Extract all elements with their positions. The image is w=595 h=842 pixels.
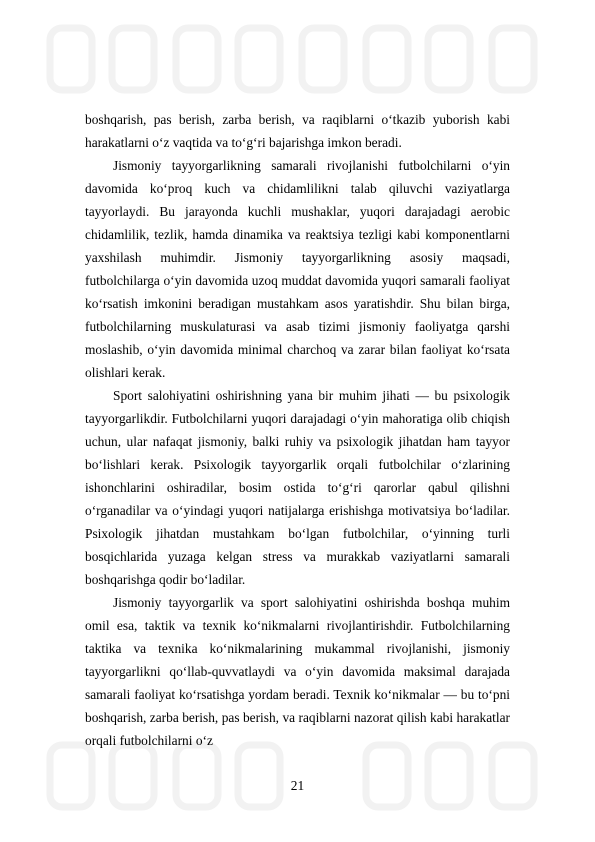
paragraph-continuation: boshqarish, pas berish, zarba berish, va raqiblarni o‘tkazib yuborish kabi harakatlarni o‘z vaqtida va to‘g‘ri bajarishga imkon beradi.: [85, 112, 510, 150]
paragraph-tactical-technical-skills: Jismoniy tayyorgarlik va sport salohiyatini oshirishda boshqa muhim omil esa, taktik va texnik ko‘nikmalarni rivojlantirishdir. Futbolchilarning taktika va texnika ko‘nikmalarining mukammal rivojlanishi, jismoniy tayyorgarlikni qo‘llab-quvvatlaydi va o‘yin davomida maksimal darajada samarali faoliyat ko‘rsatishga yordam beradi. Texnik ko‘nikmalar — bu to‘pni boshqarish, zarba berish, pas berish, va raqiblarni nazorat qilish kabi harakatlar orqali futbolchilarni o‘z: [85, 595, 510, 748]
paragraph-psychological-preparation: Sport salohiyatini oshirishning yana bir muhim jihati — bu psixologik tayyorgarlikdir. Futbolchilarni yuqori darajadagi o‘yin mahoratiga olib chiqish uchun, ular nafaqat jismoniy, balki ruhiy va psixologik jihatdan ham tayyor bo‘lishlari kerak. Psixologik tayyorgarlik orqali futbolchilar o‘zlarining ishonchlarini oshiradilar, bosim ostida to‘g‘ri qarorlar qabul qilishni o‘rganadilar va o‘yindagi yuqori natijalarga erishishga motivatsiya bo‘ladilar. Psixologik jihatdan mustahkam bo‘lgan futbolchilar, o‘yinning turli bosqichlarida yuzaga kelgan stress va murakkab vaziyatlarni samarali boshqarishga qodir bo‘ladilar.: [85, 388, 510, 587]
page-number: 21: [290, 778, 305, 793]
paragraph-physical-preparation: Jismoniy tayyorgarlikning samarali rivojlanishi futbolchilarni o‘yin davomida ko‘proq kuch va chidamlilikni talab qiluvchi vaziyatlarga tayyorlaydi. Bu jarayonda kuchli mushaklar, yuqori darajadagi aerobic chidamlilik, tezlik, hamda dinamika va reaktsiya tezligi kabi komponentlarni yaxshilash muhimdir. Jismoniy tayyorgarlikning asosiy maqsadi, futbolchilarga o‘yin davomida uzoq muddat davomida yuqori samarali faoliyat ko‘rsatish imkonini beradigan mustahkam asos yaratishdir. Shu bilan birga, futbolchilarning muskulaturasi va asab tizimi jismoniy faoliyatga qarshi moslashib, o‘yin davomida minimal charchoq va zarar bilan faoliyat ko‘rsata olishlari kerak.: [85, 158, 510, 380]
page-body: [85, 108, 510, 752]
